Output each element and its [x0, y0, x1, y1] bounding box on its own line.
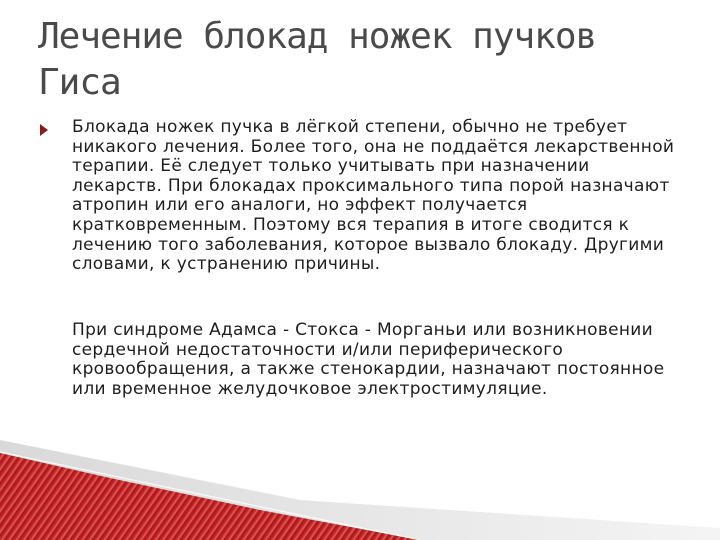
body-paragraph-1: Блокада ножек пучка в лёгкой степени, обычно не требует никакого лечения. Более того, она не поддаётся лекарственной терапии. Её следует только учитывать при назначении лекарств. При блокадах проксимального типа порой назначают атропин или его аналоги, но эффект получается кратковременным. Поэтому вся терапия в итоге сводится к лечению того заболевания, которое вызвало блокаду. Другими словами, к устранению причины. — [72, 117, 675, 275]
triangle-bullet-icon — [40, 124, 48, 136]
slide-title: Лечение блокад ножек пучков Гиса — [38, 16, 597, 103]
body-paragraph-2: При синдроме Адамса - Стокса - Морганьи или возникновении сердечной недостаточности и/или периферического кровообращения, а также стенокардии, назначают постоянное или временное желудочковое электростимуляцие. — [72, 320, 665, 399]
